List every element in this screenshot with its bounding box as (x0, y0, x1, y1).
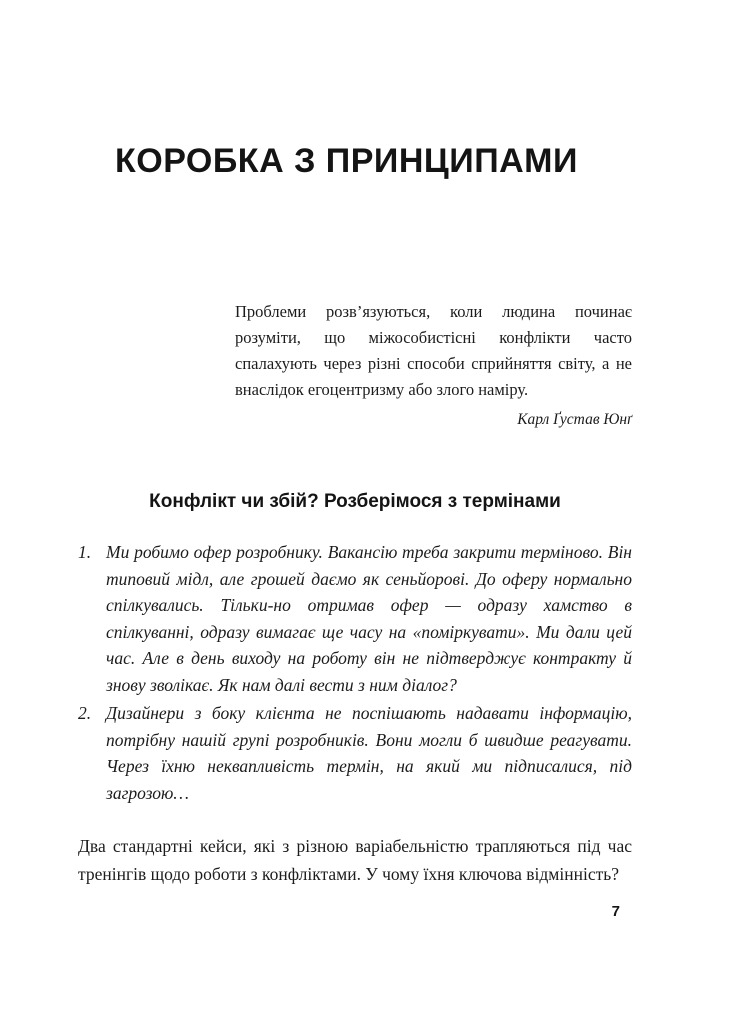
epigraph-text: Проблеми розв’язуються, коли людина починає розуміти, що міжособистісні конфлікти часто спалахують через різні способи сприйняття світу, а не внаслідок егоцентризму або злого наміру. (235, 302, 632, 400)
chapter-title: КОРОБКА З ПРИНЦИПАМИ (115, 142, 578, 180)
page-number: 7 (611, 903, 620, 920)
section-heading: Конфлікт чи збій? Розберімося з термінами (149, 491, 561, 513)
closing-paragraph: Два стандартні кейси, які з різною варіабельністю трапляються під час тренінгів щодо роботи з конфліктами. У чому їхня ключова відмінність? (78, 836, 632, 885)
list-item-number: 1. (78, 542, 92, 563)
list-item-text: Ми робимо офер розробнику. Вакансію треба закрити терміново. Він типовий мідл, але грошей даємо як сеньйорові. До оферу нормально спілкувались. Тільки-но отримав офер — одразу хамство в спілкуванні, одразу вимагає ще часу на «поміркувати». Ми дали цей час. Але в день виходу на роботу він не підтверджує контракту й знову зволікає. Як нам далі вести з ним діалог? (106, 542, 632, 695)
list-item (78, 700, 632, 806)
list-item-number: 2. (78, 703, 92, 724)
epigraph-attribution: Карл Ґустав Юнґ (517, 411, 632, 429)
case-list (78, 539, 632, 806)
list-item (78, 539, 632, 698)
list-item-text: Дизайнери з боку клієнта не поспішають надавати інформацію, потрібну нашій групі розробників. Вони могли б швидше реагувати. Через їхню неквапливість термін, на який ми підписалися, під загрозою… (106, 703, 632, 803)
page-content (78, 0, 632, 888)
